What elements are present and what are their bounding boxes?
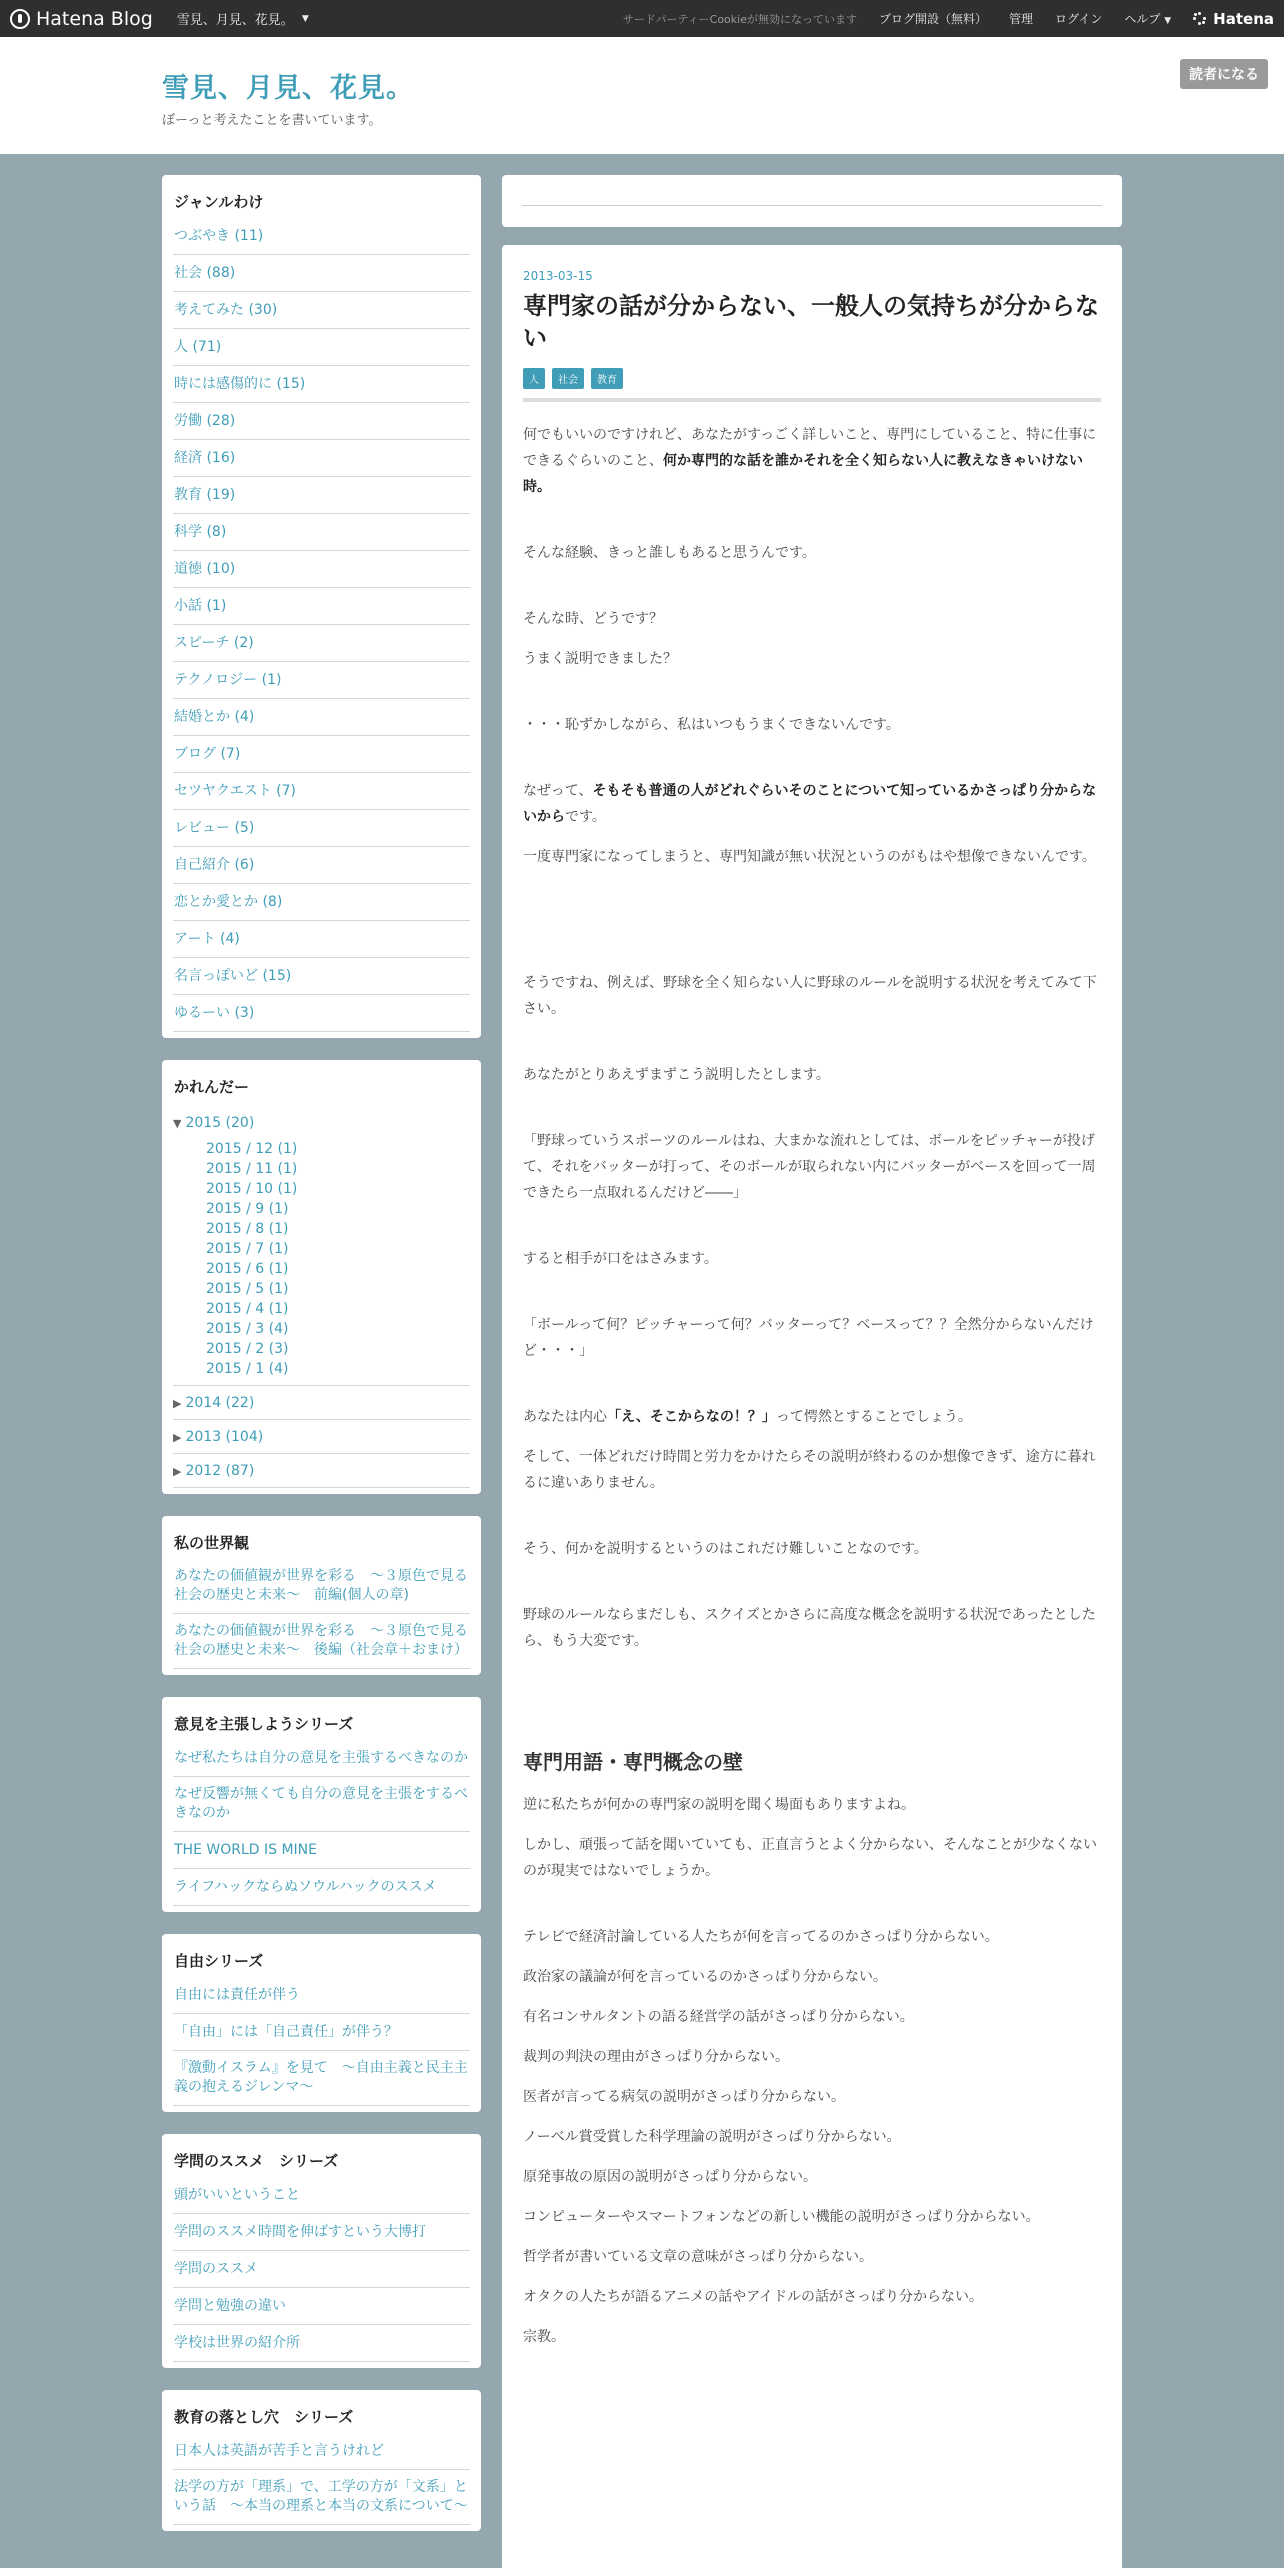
hatena-blog-logo[interactable]	[10, 8, 153, 30]
category-link[interactable]: ブログ (7)	[173, 736, 470, 773]
caret-down-icon: ▼	[1164, 16, 1172, 26]
opinion-series-module	[162, 1697, 481, 1912]
hatena-blog-logo-icon	[10, 9, 30, 29]
entry-link[interactable]: なぜ反響が無くても自分の意見を主張をするべきなのか	[173, 1777, 470, 1832]
category-tag[interactable]: 人	[523, 368, 545, 389]
category-link[interactable]: 教育 (19)	[173, 477, 470, 514]
emphasis: 何か専門的な話を誰かそれを全く知らない人に教えなきゃいけない時。	[523, 453, 1083, 495]
archive-year-label: 2013 (104)	[185, 1429, 264, 1445]
text: なぜって、	[523, 783, 593, 799]
category-link[interactable]: セツヤクエスト (7)	[173, 773, 470, 810]
category-link[interactable]: 人 (71)	[173, 329, 470, 366]
paragraph	[523, 422, 1101, 500]
study-series-module	[162, 2134, 481, 2368]
category-link[interactable]: 自己紹介 (6)	[173, 847, 470, 884]
archive-year-link[interactable]	[173, 1386, 470, 1420]
category-link[interactable]: 時には感傷的に (15)	[173, 366, 470, 403]
module-title: 学問のススメ シリーズ	[174, 2152, 339, 2170]
entry-link[interactable]: 学校は世界の紹介所	[173, 2325, 470, 2362]
archive-month-link[interactable]: 2015 / 7 (1)	[206, 1241, 289, 1257]
category-link[interactable]: 労働 (28)	[173, 403, 470, 440]
triangle-right-icon[interactable]: ▶	[173, 1431, 182, 1444]
triangle-right-icon[interactable]: ▶	[173, 1397, 182, 1410]
entry-body	[523, 402, 1101, 2350]
section-heading: 専門用語・専門概念の壁	[523, 1750, 743, 1774]
entry-date[interactable]: 2013-03-15	[523, 269, 593, 283]
admin-link[interactable]: 管理	[1008, 12, 1033, 26]
help-menu[interactable]	[1124, 10, 1171, 27]
entry-link[interactable]: 「自由」には「自己責任」が伴う？	[173, 2014, 470, 2051]
entry-categories	[523, 368, 1101, 402]
entry-link[interactable]: 日本人は英語が苦手と言うけれど	[173, 2433, 470, 2470]
subscribe-button[interactable]: 読者になる	[1180, 59, 1268, 89]
entry-link[interactable]: 法学の方が「理系」で、工学の方が「文系」という話 ～本当の理系と本当の文系について～	[173, 2470, 470, 2525]
login-link[interactable]: ログイン	[1055, 12, 1103, 26]
paragraph: ノーベル賞受賞した科学理論の説明がさっぱり分からない。	[523, 2129, 901, 2145]
archive-month-link[interactable]: 2015 / 12 (1)	[206, 1141, 298, 1157]
archive-year-label: 2012 (87)	[185, 1463, 255, 1479]
brand-name: Hatena Blog	[36, 7, 153, 30]
hatena-label: Hatena	[1213, 9, 1274, 28]
paragraph	[523, 778, 1101, 830]
entry-link[interactable]: 学問と勉強の違い	[173, 2288, 470, 2325]
paragraph: 医者が言ってる病気の説明がさっぱり分からない。	[523, 2089, 845, 2105]
category-link[interactable]: 考えてみた (30)	[173, 292, 470, 329]
archive-month-link[interactable]: 2015 / 9 (1)	[206, 1201, 289, 1217]
module-title: ジャンルわけ	[174, 193, 264, 211]
archive-year-open	[173, 1103, 470, 1386]
category-link[interactable]: 小話 (1)	[173, 588, 470, 625]
archive-month-link[interactable]: 2015 / 3 (4)	[206, 1321, 289, 1337]
paragraph: あなたがとりあえずまずこう説明したとします。	[523, 1067, 830, 1083]
entry-link[interactable]: 『激動イスラム』を見て ～自由主義と民主主義の抱えるジレンマ～	[173, 2051, 470, 2106]
calendar-module	[162, 1060, 481, 1494]
entry-link[interactable]: なぜ私たちは自分の意見を主張するべきなのか	[173, 1740, 470, 1777]
main-content	[502, 175, 1122, 2568]
paragraph: 宗教。	[523, 2329, 565, 2345]
archive-year-label: 2014 (22)	[185, 1395, 255, 1411]
entry-link[interactable]: 学問のススメ	[173, 2251, 470, 2288]
paragraph: 逆に私たちが何かの専門家の説明を聞く場面もありますよね。	[523, 1797, 915, 1813]
genre-module	[162, 175, 481, 1038]
archive-month-link[interactable]: 2015 / 6 (1)	[206, 1261, 289, 1277]
blog-description: ぼーっと考えたことを書いています。	[162, 113, 382, 128]
archive-month-link[interactable]: 2015 / 11 (1)	[206, 1161, 298, 1177]
emphasis: 「え、そこからなの！？」	[607, 1409, 776, 1425]
paragraph: テレビで経済討論している人たちが何を言ってるのかさっぱり分からない。	[523, 1929, 999, 1945]
sidebar	[162, 175, 481, 2553]
paragraph	[523, 1404, 1101, 1430]
paragraph: 有名コンサルタントの語る経営学の話がさっぱり分からない。	[523, 2009, 914, 2025]
category-link[interactable]: 恋とか愛とか (8)	[173, 884, 470, 921]
text: って愕然とすることでしょう。	[775, 1409, 972, 1425]
entry-link[interactable]: 学問のススメ時間を伸ばすという大博打	[173, 2214, 470, 2251]
archive-month-link[interactable]: 2015 / 1 (4)	[206, 1361, 289, 1377]
archive-month-link[interactable]: 2015 / 10 (1)	[206, 1181, 298, 1197]
archive-year-link[interactable]	[173, 1454, 470, 1488]
category-link[interactable]: 社会 (88)	[173, 255, 470, 292]
category-link[interactable]: 科学 (8)	[173, 514, 470, 551]
category-link[interactable]: レビュー (5)	[173, 810, 470, 847]
paragraph: そうですね、例えば、野球を全く知らない人に野球のルールを説明する状況を考えてみて下さい。	[523, 975, 1097, 1017]
paragraph: うまく説明できました？	[523, 651, 677, 667]
entry-link[interactable]: 自由には責任が伴う	[173, 1977, 470, 2014]
blog-header	[0, 37, 1284, 154]
entry-title[interactable]: 専門家の話が分からない、一般人の気持ちが分からない	[523, 292, 1099, 352]
text: あなたは内心	[523, 1409, 607, 1425]
entry-link[interactable]: ライフハックならぬソウルハックのススメ	[173, 1869, 470, 1906]
archive-month-link[interactable]: 2015 / 5 (1)	[206, 1281, 289, 1297]
module-title: 教育の落とし穴 シリーズ	[174, 2408, 354, 2426]
paragraph: 哲学者が書いている文章の意味がさっぱり分からない。	[523, 2249, 873, 2265]
category-tag[interactable]: 教育	[591, 368, 623, 389]
entry-link[interactable]: あなたの価値観が世界を彩る ～３原色で見る社会の歴史と未来～ 前編(個人の章)	[173, 1559, 470, 1614]
header-module	[502, 175, 1122, 227]
module-title: 私の世界観	[174, 1534, 250, 1552]
blog-switcher[interactable]	[177, 9, 309, 28]
entry-link[interactable]: THE WORLD IS MINE	[173, 1832, 470, 1869]
education-series-module	[162, 2390, 481, 2531]
category-link[interactable]: 結婚とか (4)	[173, 699, 470, 736]
entry-link[interactable]: あなたの価値観が世界を彩る ～３原色で見る社会の歴史と未来～ 後編（社会章＋おまけ）	[173, 1614, 470, 1669]
paragraph: 原発事故の原因の説明がさっぱり分からない。	[523, 2169, 817, 2185]
open-blog-link[interactable]: ブログ開設（無料）	[878, 12, 987, 26]
paragraph: そう、何かを説明するというのはこれだけ難しいことなのです。	[523, 1541, 928, 1557]
archive-month-link[interactable]: 2015 / 2 (3)	[206, 1341, 289, 1357]
blog-switcher-label: 雪見、月見、花見。	[176, 13, 294, 28]
paragraph: すると相手が口をはさみます。	[523, 1251, 718, 1267]
freedom-series-module	[162, 1934, 481, 2112]
category-link[interactable]: アート (4)	[173, 921, 470, 958]
paragraph: そして、一体どれだけ時間と労力をかけたらその説明が終わるのか想像できず、途方に暮れるに違いありません。	[523, 1449, 1096, 1491]
caret-down-icon: ▼	[301, 13, 309, 24]
worldview-module	[162, 1516, 481, 1675]
archive-year-label: 2015 (20)	[185, 1115, 255, 1131]
archive-month-link[interactable]: 2015 / 8 (1)	[206, 1221, 289, 1237]
text: です。	[565, 809, 606, 825]
archive-months	[173, 1137, 470, 1379]
paragraph: コンピューターやスマートフォンなどの新しい機能の説明がさっぱり分からない。	[523, 2209, 1040, 2225]
module-title: 自由シリーズ	[174, 1952, 264, 1970]
paragraph: 野球のルールならまだしも、スクイズとかさらに高度な概念を説明する状況であったとしたら、もう大変です。	[523, 1607, 1096, 1649]
hatena-logo[interactable]	[1193, 10, 1274, 28]
category-link[interactable]: ゆるーい (3)	[173, 995, 470, 1032]
blog-title[interactable]: 雪見、月見、花見。	[162, 73, 414, 104]
category-link[interactable]: 経済 (16)	[173, 440, 470, 477]
category-link[interactable]: つぶやき (11)	[173, 218, 470, 255]
entry-link[interactable]: 頭がいいということ	[173, 2177, 470, 2214]
paragraph: そんな経験、きっと誰しもあると思うんです。	[523, 545, 816, 561]
triangle-right-icon[interactable]: ▶	[173, 1465, 182, 1478]
paragraph: しかし、頑張って話を聞いていても、正直言うとよく分からない、そんなことが少なくないのが現実ではないでしょうか。	[523, 1837, 1097, 1879]
paragraph: 「野球っていうスポーツのルールはね、大まかな流れとしては、ボールをピッチャーが投げて、それをバッターが打って、そのボールが取られない内にバッターがベースを回って一周できたら一点取れるんだけど――」	[523, 1133, 1096, 1201]
paragraph: オタクの人たちが語るアニメの話やアイドルの話がさっぱり分からない。	[523, 2289, 984, 2305]
archive-month-link[interactable]: 2015 / 4 (1)	[206, 1301, 289, 1317]
cookie-notice[interactable]: サードパーティーCookieが無効になっています	[622, 12, 857, 26]
emphasis: そもそも普通の人がどれぐらいそのことについて知っているかさっぱり分からないから	[523, 783, 1097, 825]
category-link[interactable]: 道徳 (10)	[173, 551, 470, 588]
hatena-dots-icon	[1193, 12, 1207, 26]
entry	[502, 245, 1122, 2568]
text: 何でもいいのですけれど、あなたがすっごく詳しいこと、専門にしていること、特に仕事にできるぐらいのこと、	[523, 427, 1097, 469]
paragraph: 「ボールって何？ピッチャーって何？バッターって？ベースって？？全然分からないんだけど・・・」	[523, 1317, 1094, 1359]
paragraph: 政治家の議論が何を言っているのかさっぱり分からない。	[523, 1969, 887, 1985]
divider	[522, 205, 1102, 206]
module-title: 意見を主張しようシリーズ	[174, 1715, 354, 1733]
archive-year-link[interactable]	[173, 1109, 470, 1137]
category-tag[interactable]: 社会	[552, 368, 584, 389]
help-label: ヘルプ	[1124, 12, 1161, 26]
category-link[interactable]: スピーチ (2)	[173, 625, 470, 662]
paragraph: 裁判の判決の理由がさっぱり分からない。	[523, 2049, 789, 2065]
paragraph: 一度専門家になってしまうと、専門知識が無い状況というのがもはや想像できないんです。	[523, 849, 1096, 865]
global-header	[0, 0, 1284, 37]
paragraph: ・・・恥ずかしながら、私はいつもうまくできないんです。	[523, 717, 900, 733]
triangle-down-icon[interactable]: ▼	[173, 1117, 182, 1130]
archive-year-link[interactable]	[173, 1420, 470, 1454]
category-link[interactable]: 名言っぽいど (15)	[173, 958, 470, 995]
category-link[interactable]: テクノロジー (1)	[173, 662, 470, 699]
paragraph: そんな時、どうです？	[523, 611, 663, 627]
module-title: かれんだー	[174, 1078, 250, 1096]
